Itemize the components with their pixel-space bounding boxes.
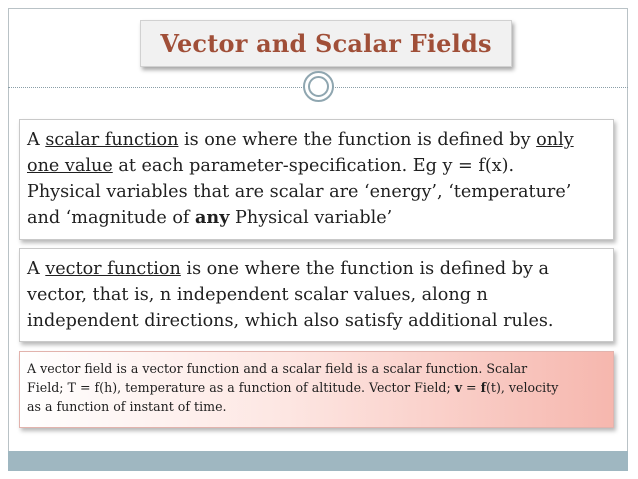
vector-f: f [480, 380, 487, 395]
slide-title: Vector and Scalar Fields [160, 29, 492, 58]
circle-ornament-icon [303, 71, 334, 102]
text-line: and ‘magnitude of any Physical variable’ [27, 207, 393, 228]
text-line: vector, that is, n independent scalar values, along n [27, 285, 488, 305]
emphasis-any: any [195, 207, 230, 228]
term-vector-function: vector function [45, 259, 181, 279]
scalar-function-text [27, 127, 607, 231]
title-box [140, 20, 512, 67]
slide-footer-bar [8, 451, 628, 471]
vector-function-box [19, 248, 614, 342]
text-line: Field; T = f(h), temperature as a function of altitude. Vector Field; v = f(t), velocity [27, 380, 559, 395]
text-line: one value at each parameter-specification. Eg y = f(x). [27, 156, 515, 176]
text-line: A vector field is a vector function and a scalar field is a scalar function. Scalar [27, 361, 528, 376]
term-one-value: one value [27, 156, 113, 176]
vector-v: v [454, 380, 463, 395]
text-line: A vector function is one where the function is defined by a [27, 259, 550, 279]
scalar-function-box [19, 119, 614, 240]
text-line: A scalar function is one where the function is defined by only [27, 130, 574, 150]
term-only: only [536, 130, 574, 150]
text-line: independent directions, which also satisfy additional rules. [27, 311, 554, 331]
vector-function-text [27, 256, 607, 334]
term-scalar-function: scalar function [45, 130, 179, 150]
field-examples-box [19, 351, 614, 428]
text-line: Physical variables that are scalar are ‘energy’, ‘temperature’ [27, 182, 572, 202]
text-line: as a function of instant of time. [27, 399, 227, 414]
field-examples-text [27, 359, 607, 416]
